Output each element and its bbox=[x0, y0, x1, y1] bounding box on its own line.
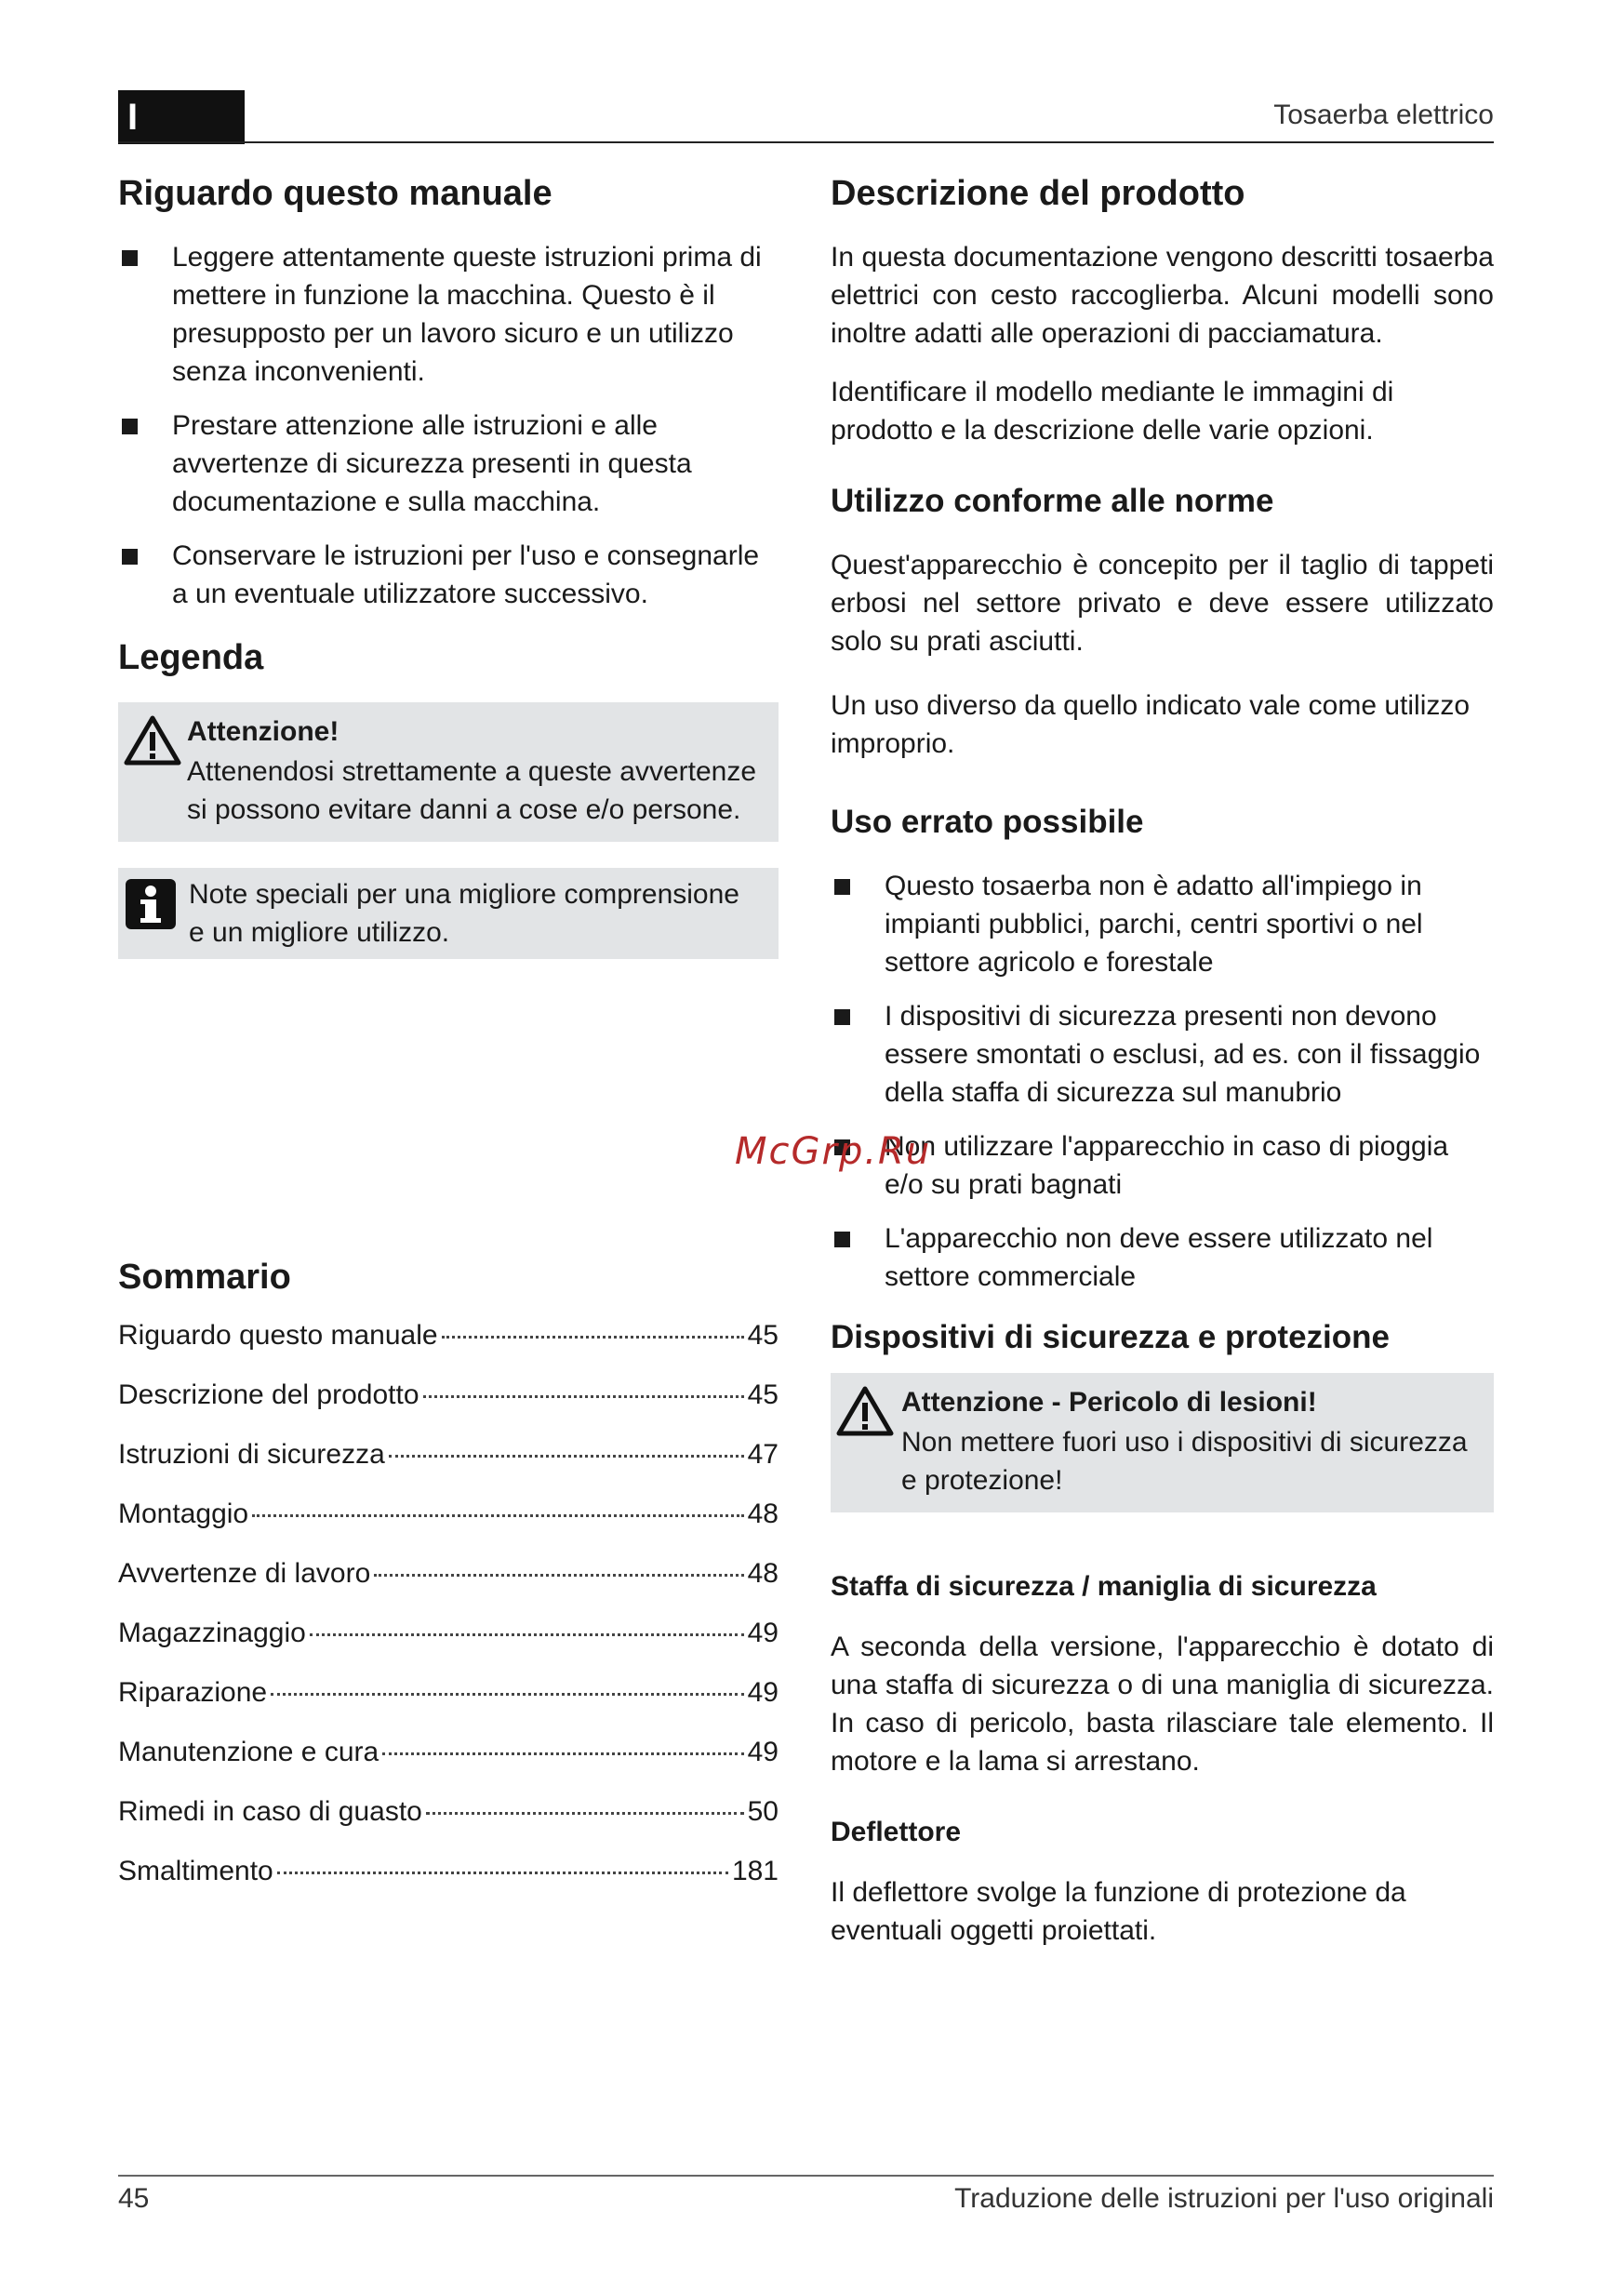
toc-list bbox=[118, 1316, 779, 1912]
toc-row[interactable]: Descrizione del prodotto 45 bbox=[118, 1379, 779, 1410]
safety-bar-paragraph: A seconda della versione, l'apparecchio è dotato di una staffa di sicurezza o di una maniglia di sicurezza. In caso di pericolo, basta rilasciare tale elemento. Il motore e la lama si arrestano. bbox=[831, 1632, 1494, 1777]
toc-row[interactable]: Montaggio 48 bbox=[118, 1499, 779, 1529]
section-intended-use bbox=[831, 475, 1494, 763]
section-safety-devices bbox=[831, 1312, 1494, 1950]
square-bullet-icon bbox=[834, 1009, 850, 1025]
info-icon bbox=[126, 879, 176, 934]
square-bullet-icon bbox=[122, 549, 138, 565]
safety-warning-text: Non mettere fuori uso i dispositivi di sicurezza e protezione! bbox=[901, 1427, 1468, 1496]
section-product bbox=[831, 167, 1494, 449]
list-item: Prestare attenzione alle istruzioni e alle avvertenze di sicurezza presenti in questa documentazione e sulla macchina. bbox=[118, 406, 769, 521]
toc-row[interactable]: Smaltimento 181 bbox=[118, 1856, 779, 1886]
info-box bbox=[118, 868, 779, 959]
safety-warning-title: Attenzione - Pericolo di lesioni! bbox=[901, 1387, 1317, 1418]
toc-row[interactable]: Rimedi in caso di guasto 50 bbox=[118, 1796, 779, 1827]
language-tab: I bbox=[118, 90, 245, 144]
heading-safety-devices: Dispositivi di sicurezza e protezione bbox=[831, 1319, 1390, 1355]
square-bullet-icon bbox=[122, 250, 138, 266]
heading-toc: Sommario bbox=[118, 1258, 291, 1297]
heading-safety-bar: Staffa di sicurezza / maniglia di sicurezza bbox=[831, 1571, 1377, 1602]
misuse-list bbox=[831, 867, 1494, 1296]
section-toc bbox=[118, 1251, 779, 1912]
left-column bbox=[118, 167, 779, 1886]
intended-paragraph: Un uso diverso da quello indicato vale come utilizzo improprio. bbox=[831, 690, 1471, 759]
toc-row[interactable]: Avvertenze di lavoro 48 bbox=[118, 1558, 779, 1589]
product-paragraph: In questa documentazione vengono descritti tosaerba elettrici con cesto raccoglierba. Alcuni modelli sono inoltre adatti alle operazioni di pacciamatura. bbox=[831, 242, 1494, 349]
product-paragraph: Identificare il modello mediante le immagini di prodotto e la descrizione delle varie opzioni. bbox=[831, 377, 1394, 446]
toc-row[interactable]: Istruzioni di sicurezza 47 bbox=[118, 1439, 779, 1470]
list-item: L'apparecchio non deve essere utilizzato nel settore commerciale bbox=[831, 1219, 1494, 1296]
page-number: 45 bbox=[118, 2183, 150, 2214]
safety-warning-box bbox=[831, 1373, 1494, 1512]
toc-row[interactable]: Riparazione 49 bbox=[118, 1677, 779, 1708]
intended-paragraph: Quest'apparecchio è concepito per il taglio di tappeti erbosi nel settore privato e deve essere utilizzato solo su prati asciutti. bbox=[831, 550, 1494, 657]
heading-misuse: Uso errato possibile bbox=[831, 804, 1144, 840]
list-item: I dispositivi di sicurezza presenti non devono essere smontati o esclusi, ad es. con il fissaggio della staffa di sicurezza sul manubrio bbox=[831, 997, 1494, 1112]
section-legend bbox=[118, 632, 779, 959]
warning-text: Attenendosi strettamente a queste avvertenze si possono evitare danni a cose e/o persone. bbox=[187, 756, 757, 825]
heading-about-manual: Riguardo questo manuale bbox=[118, 174, 552, 213]
heading-intended-use: Utilizzo conforme alle norme bbox=[831, 483, 1274, 519]
footer-rule bbox=[118, 2175, 1494, 2177]
list-item: Questo tosaerba non è adatto all'impiego in impianti pubblici, parchi, centri sportivi o nel settore agricolo e forestale bbox=[831, 867, 1494, 981]
header-rule bbox=[118, 141, 1494, 143]
manual-list bbox=[118, 238, 769, 613]
section-about-manual bbox=[118, 167, 779, 613]
section-misuse bbox=[831, 796, 1494, 1296]
square-bullet-icon bbox=[834, 879, 850, 895]
footer-text: Traduzione delle istruzioni per l'uso originali bbox=[954, 2183, 1494, 2214]
toc-row[interactable]: Riguardo questo manuale 45 bbox=[118, 1320, 779, 1351]
deflector-paragraph: Il deflettore svolge la funzione di protezione da eventuali oggetti proiettati. bbox=[831, 1877, 1406, 1946]
right-column bbox=[831, 167, 1494, 1950]
toc-row[interactable]: Manutenzione e cura 49 bbox=[118, 1737, 779, 1767]
heading-legend: Legenda bbox=[118, 638, 264, 677]
square-bullet-icon bbox=[834, 1232, 850, 1247]
warning-title: Attenzione! bbox=[187, 716, 339, 747]
info-text: Note speciali per una migliore comprensione e un migliore utilizzo. bbox=[189, 879, 739, 948]
list-item: Leggere attentamente queste istruzioni prima di mettere in funzione la macchina. Questo è il presupposto per un lavoro sicuro e un utilizzo senza inconvenienti. bbox=[118, 238, 769, 391]
square-bullet-icon bbox=[122, 419, 138, 434]
heading-product: Descrizione del prodotto bbox=[831, 174, 1245, 213]
toc-row[interactable]: Magazzinaggio 49 bbox=[118, 1618, 779, 1648]
warning-triangle-icon bbox=[836, 1386, 894, 1441]
warning-box bbox=[118, 702, 779, 842]
list-item: Non utilizzare l'apparecchio in caso di pioggia e/o su prati bagnati bbox=[831, 1127, 1494, 1204]
warning-triangle-icon bbox=[124, 715, 181, 770]
list-item: Conservare le istruzioni per l'uso e consegnarle a un eventuale utilizzatore successivo. bbox=[118, 537, 769, 613]
watermark: McGrp.Ru bbox=[735, 1130, 932, 1173]
heading-deflector: Deflettore bbox=[831, 1817, 962, 1847]
header-title: Tosaerba elettrico bbox=[1273, 100, 1494, 130]
